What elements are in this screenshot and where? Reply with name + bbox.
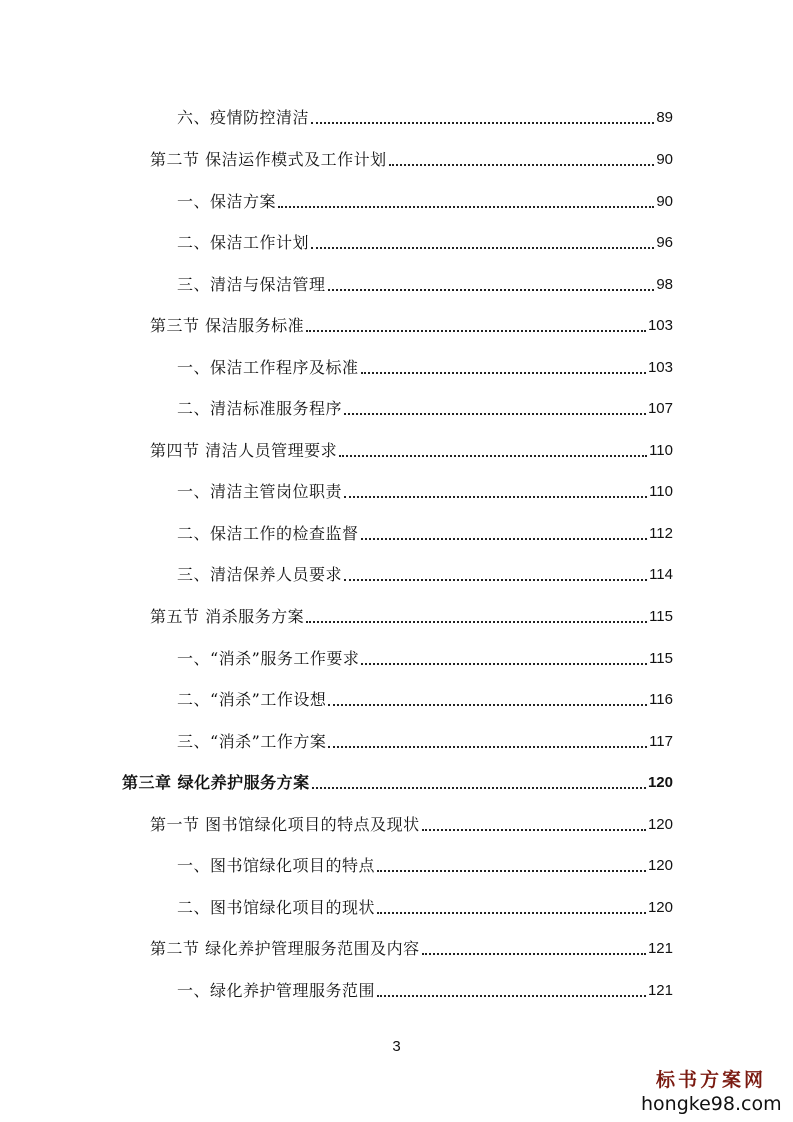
toc-entry-page: 96 (656, 234, 673, 251)
toc-entry[interactable] (177, 354, 673, 378)
toc-entry-page: 90 (656, 151, 673, 168)
toc-entry-page: 120 (647, 816, 673, 833)
toc-entry-title: 第二节 保洁运作模式及工作计划 (150, 150, 387, 169)
toc-leader-dots (306, 621, 647, 623)
toc-entry-page: 103 (647, 359, 673, 376)
toc-entry-title: 一、保洁方案 (177, 192, 277, 211)
toc-entry-page: 103 (647, 317, 673, 334)
toc-entry-title: 三、清洁与保洁管理 (177, 275, 326, 294)
toc-entry-page: 121 (647, 982, 673, 999)
toc-entry-title: 第二节 绿化养护管理服务范围及内容 (150, 939, 420, 958)
toc-entry-page: 114 (649, 566, 673, 583)
toc-entry-title: 一、图书馆绿化项目的特点 (177, 856, 376, 875)
toc-entry-page: 120 (647, 857, 673, 874)
toc-entry-title: 一、清洁主管岗位职责 (177, 482, 343, 501)
toc-entry-page: 110 (649, 483, 673, 500)
toc-leader-dots (422, 953, 646, 955)
watermark-brand-cn: 标书方案网 (655, 1069, 766, 1091)
toc-entry[interactable] (177, 561, 673, 585)
toc-entry-page: 112 (649, 525, 673, 542)
toc-entry-page: 120 (647, 899, 673, 916)
toc-leader-dots (361, 372, 646, 374)
toc-leader-dots (344, 579, 647, 581)
toc-leader-dots (339, 455, 647, 457)
toc-entry-page: 115 (649, 608, 673, 625)
toc-entry[interactable] (177, 852, 673, 876)
toc-entry-page: 121 (647, 940, 673, 957)
toc-leader-dots (344, 413, 646, 415)
toc-leader-dots (361, 538, 648, 540)
toc-entry-page: 90 (656, 193, 673, 210)
toc-leader-dots (328, 746, 647, 748)
toc-entry-title: 一、绿化养护管理服务范围 (177, 981, 376, 1000)
watermark-brand-url: hongke98.com (641, 1093, 782, 1115)
toc-entry[interactable] (177, 686, 673, 710)
toc-entry[interactable] (150, 146, 673, 170)
toc-entry[interactable] (150, 935, 673, 959)
toc-entry-title: 六、疫情防控清洁 (177, 108, 310, 127)
watermark (641, 1068, 781, 1116)
toc-leader-dots (311, 122, 654, 124)
toc-entry-title: 第三节 保洁服务标准 (150, 316, 305, 335)
toc-entry-page: 107 (647, 400, 673, 417)
toc-entry-page: 116 (649, 691, 673, 708)
toc-leader-dots (328, 289, 655, 291)
toc-leader-dots (361, 663, 647, 665)
toc-leader-dots (306, 330, 646, 332)
toc-entry[interactable] (177, 104, 673, 128)
toc-entry[interactable] (177, 229, 673, 253)
toc-entry-page: 110 (649, 442, 673, 459)
toc-entry-title: 三、“消杀”工作方案 (177, 732, 327, 751)
toc-leader-dots (377, 995, 646, 997)
toc-entry-page: 120 (647, 774, 673, 791)
toc-entry[interactable] (177, 520, 673, 544)
toc-entry[interactable] (177, 271, 673, 295)
page-number: 3 (392, 1038, 401, 1055)
toc-entry-title: 第一节 图书馆绿化项目的特点及现状 (150, 815, 420, 834)
toc-leader-dots (377, 870, 646, 872)
toc-entry[interactable] (177, 395, 673, 419)
toc-entry[interactable] (150, 312, 673, 336)
toc-leader-dots (278, 206, 654, 208)
toc-entry[interactable] (177, 728, 673, 752)
toc-entry[interactable] (177, 894, 673, 918)
toc-entry[interactable] (150, 603, 673, 627)
toc-entry-title: 二、图书馆绿化项目的现状 (177, 898, 376, 917)
toc-entry-title: 二、保洁工作的检查监督 (177, 524, 359, 543)
toc-entry[interactable] (150, 811, 673, 835)
toc-leader-dots (344, 496, 647, 498)
toc-entry-title: 三、清洁保养人员要求 (177, 565, 343, 584)
toc-leader-dots (422, 829, 646, 831)
toc-entry[interactable] (177, 188, 673, 212)
toc-entry-page: 89 (656, 109, 673, 126)
toc-entry[interactable] (177, 478, 673, 502)
toc-entry-title: 一、“消杀”服务工作要求 (177, 649, 360, 668)
toc-entry-title: 第四节 清洁人员管理要求 (150, 441, 338, 460)
toc-leader-dots (311, 247, 654, 249)
toc-leader-dots (328, 704, 647, 706)
toc-entry-page: 98 (656, 276, 673, 293)
toc-entry[interactable] (177, 645, 673, 669)
toc-entry-chapter[interactable] (122, 769, 673, 793)
toc-leader-dots (389, 164, 655, 166)
toc-entry[interactable] (177, 977, 673, 1001)
toc-entry-title: 第五节 消杀服务方案 (150, 607, 305, 626)
toc-entry-title: 二、保洁工作计划 (177, 233, 310, 252)
toc-entry-title: 第三章 绿化养护服务方案 (122, 773, 310, 792)
toc-entry-page: 115 (649, 650, 673, 667)
toc-entry-title: 一、保洁工作程序及标准 (177, 358, 359, 377)
toc-leader-dots (312, 787, 646, 789)
toc-entry-title: 二、“消杀”工作设想 (177, 690, 327, 709)
toc-entry[interactable] (150, 437, 673, 461)
toc-leader-dots (377, 912, 646, 914)
toc-entry-title: 二、清洁标准服务程序 (177, 399, 343, 418)
toc-entry-page: 117 (649, 733, 673, 750)
